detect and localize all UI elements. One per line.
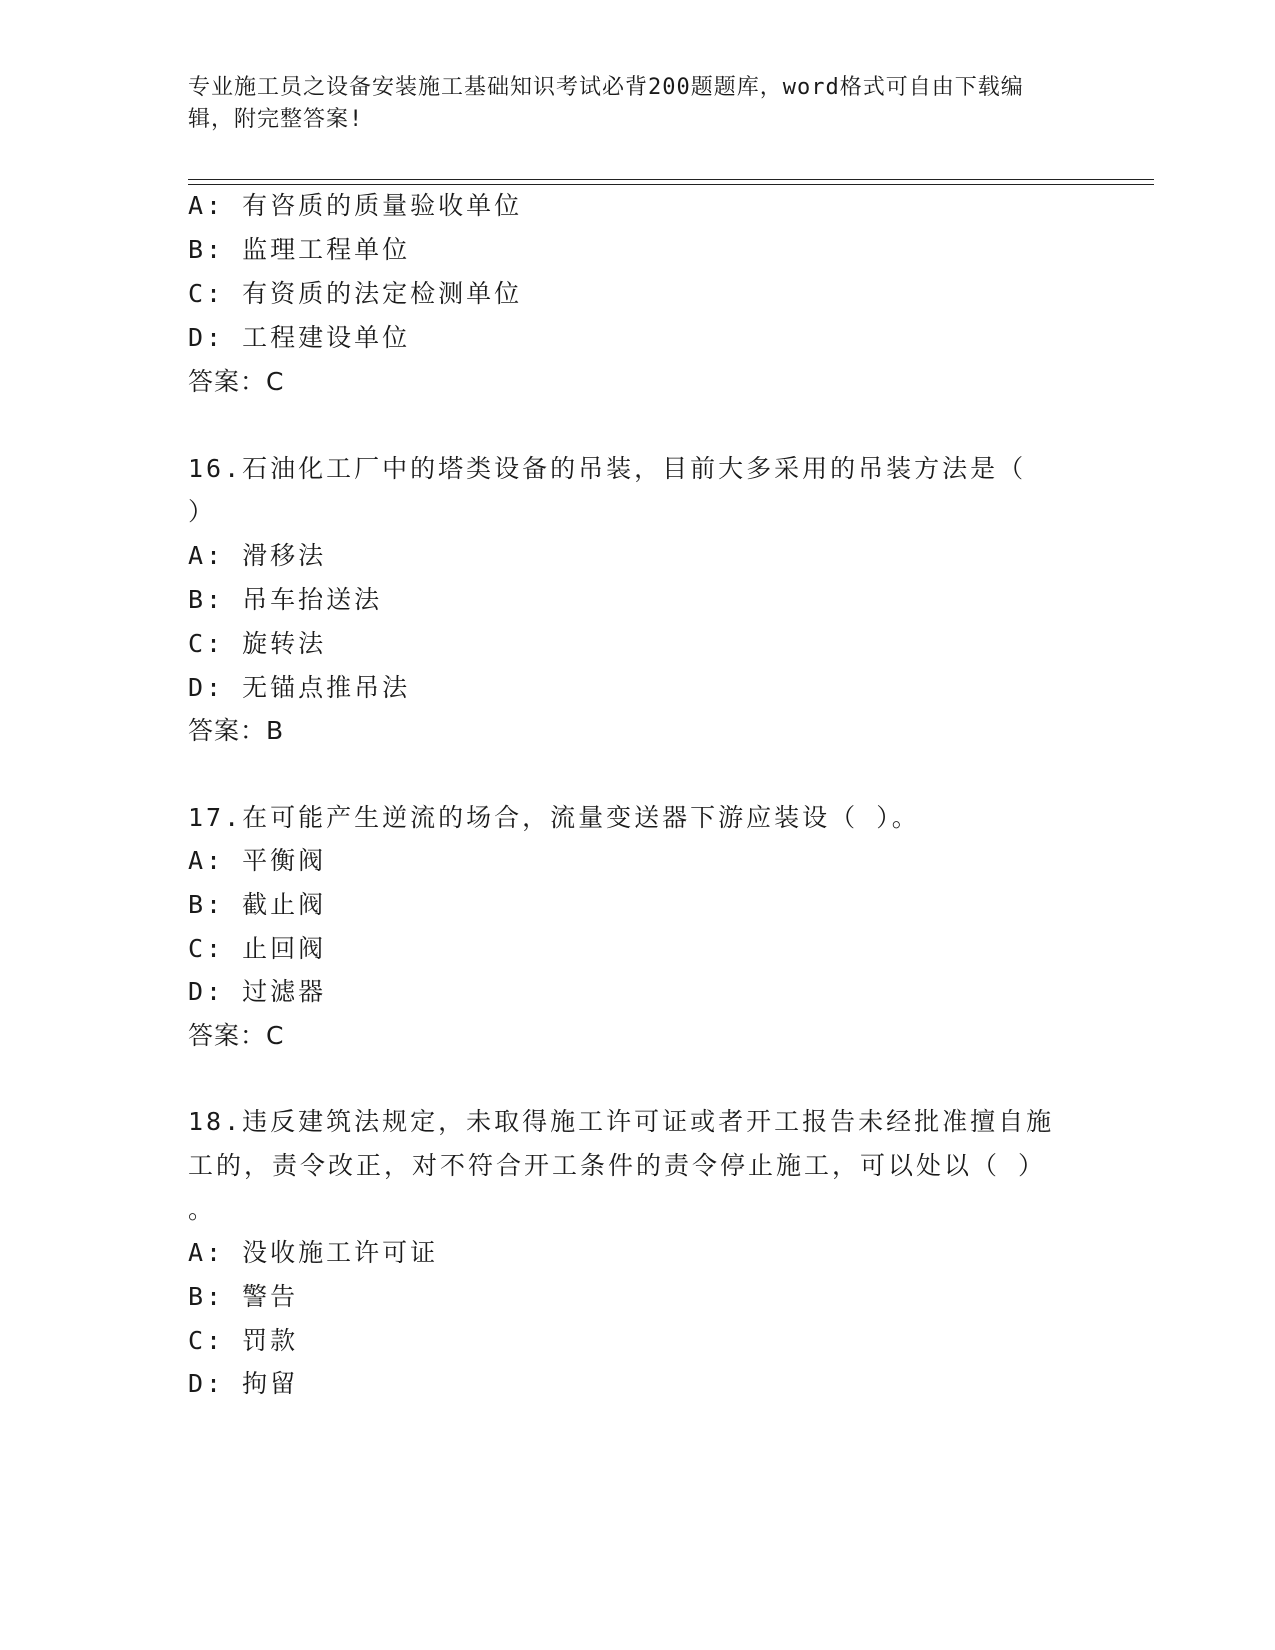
q16-stem-cont: ） <box>188 497 217 526</box>
header-rule-bottom <box>188 184 1154 185</box>
q16-option-b: B: 吊车抬送法 <box>188 585 383 614</box>
q18-stem-cont: 工的，责令改正，对不符合开工条件的责令停止施工，可以处以（ ） <box>188 1151 1047 1180</box>
q17-answer: 答案：C <box>188 1021 285 1050</box>
q16-option-a: A: 滑移法 <box>188 541 327 570</box>
document-header: 专业施工员之设备安装施工基础知识考试必背200题题库，word格式可自由下载编辑，附完整答案! <box>188 75 1024 132</box>
header-rule-top <box>188 179 1154 180</box>
q15-answer: 答案：C <box>188 367 285 396</box>
q15-option-c: C: 有资质的法定检测单位 <box>188 279 523 308</box>
q15-option-d: D: 工程建设单位 <box>188 323 411 352</box>
q18-option-a: A: 没收施工许可证 <box>188 1238 439 1267</box>
q17-option-c: C: 止回阀 <box>188 934 327 963</box>
q16-stem: 16.石油化工厂中的塔类设备的吊装，目前大多采用的吊装方法是（ <box>188 454 1027 483</box>
q18-stem: 18.违反建筑法规定，未取得施工许可证或者开工报告未经批准擅自施 <box>188 1107 1055 1136</box>
q16-answer: 答案：B <box>188 716 285 745</box>
q15-option-a: A: 有咨质的质量验收单位 <box>188 191 523 220</box>
q15-option-b: B: 监理工程单位 <box>188 235 411 264</box>
q18-stem-end: 。 <box>188 1195 217 1224</box>
q16-option-c: C: 旋转法 <box>188 629 327 658</box>
q18-option-b: B: 警告 <box>188 1282 299 1311</box>
q17-option-a: A: 平衡阀 <box>188 846 327 875</box>
q17-stem: 17.在可能产生逆流的场合，流量变送器下游应装设（ ）。 <box>188 803 920 832</box>
q17-option-d: D: 过滤器 <box>188 977 327 1006</box>
q17-option-b: B: 截止阀 <box>188 890 327 919</box>
q18-option-c: C: 罚款 <box>188 1326 299 1355</box>
q18-option-d: D: 拘留 <box>188 1369 299 1398</box>
q16-option-d: D: 无锚点推吊法 <box>188 673 411 702</box>
